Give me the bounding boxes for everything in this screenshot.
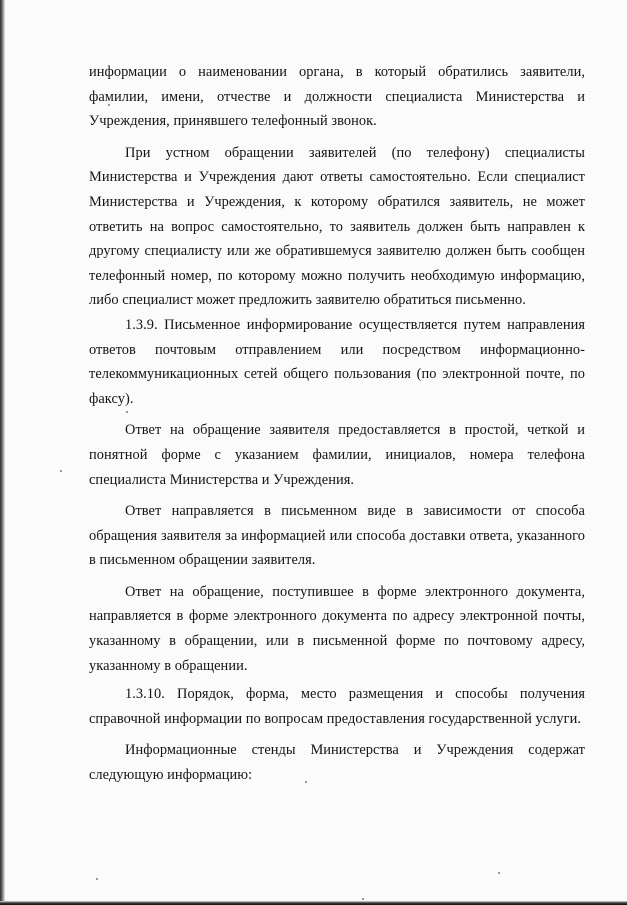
document-body [89, 60, 585, 788]
scan-left-edge-shadow [0, 0, 5, 905]
paragraph-1-3-9: 1.3.9. Письменное информирование осуществляется путем направления ответов почтовым отправлением или посредством информационно-телекоммуникационных сетей общего пользования (по электронной почте, по факсу). [89, 316, 585, 407]
scan-bottom-edge-shadow [0, 901, 627, 905]
paragraph-info-stands: Информационные стенды Министерства и Учреждения содержат следующую информацию: [89, 742, 585, 784]
paragraph-oral-inquiry: При устном обращении заявителей (по телефону) специалисты Министерства и Учреждения дают ответы самостоятельно. Если специалист Министерства и Учреждения, к которому обратился заявитель, не может ответить на вопрос самостоятельно, то заявитель должен быть направлен к другому специалисту или же обратившемуся заявителю должен быть сообщен телефонный номер, по которому можно получить необходимую информацию, либо специалист может предложить заявителю обратиться письменно. [89, 144, 585, 309]
paragraph-1-3-10: 1.3.10. Порядок, форма, место размещения и способы получения справочной информации по вопросам предоставления государственной услуги. [89, 686, 585, 727]
paragraph-continuation: информации о наименовании органа, в который обратились заявители, фамилии, имени, отчестве и должности специалиста Министерства и Учреждения, принявшего телефонный звонок. [89, 64, 585, 130]
paragraph-answer-form: Ответ на обращение заявителя предоставляется в простой, четкой и понятной форме с указанием фамилии, инициалов, номера телефона специалиста Министерства и Учреждения. [89, 422, 585, 488]
paragraph-written-answer: Ответ направляется в письменном виде в зависимости от способа обращения заявителя за информацией или способа доставки ответа, указанного в письменном обращении заявителя. [89, 503, 585, 569]
scan-speck [96, 878, 98, 880]
scan-speck [362, 898, 364, 900]
paragraph-electronic-answer: Ответ на обращение, поступившее в форме электронного документа, направляется в форме электронного документа по адресу электронной почты, указанному в обращении, или в письменной форме по почтовому адресу, указанному в обращении. [89, 583, 585, 674]
scan-speck [60, 470, 62, 472]
scan-speck [498, 872, 500, 874]
